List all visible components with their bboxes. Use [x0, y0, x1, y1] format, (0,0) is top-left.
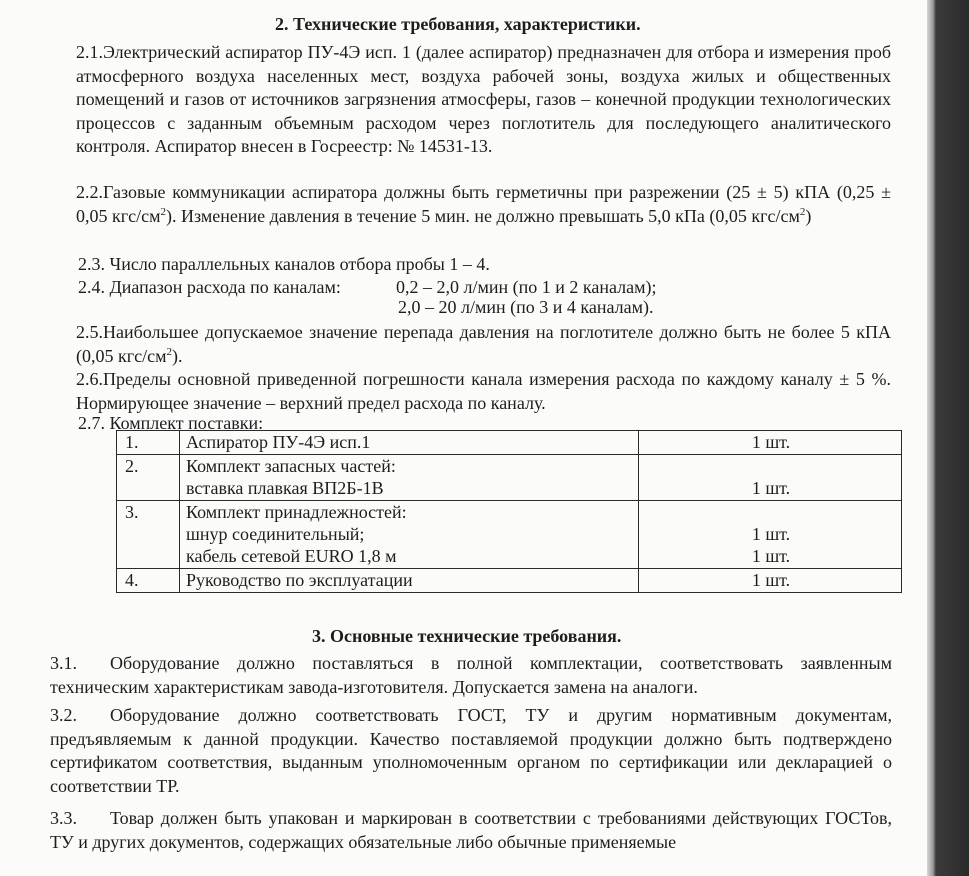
paragraph-3-3 — [50, 807, 892, 854]
superscript-2: 2 — [160, 205, 166, 218]
section-2-heading: 2. Технические требования, характеристики. — [275, 14, 641, 34]
kit-item-line: Комплект запасных частей: — [186, 456, 396, 476]
kit-row-number: 2. — [117, 455, 180, 501]
kit-item-line: Руководство по эксплуатации — [186, 570, 413, 590]
paragraph-2-1-number: 2.1. — [76, 42, 103, 62]
paragraph-2-2-text-b: ). Изменение давления в течение 5 мин. не должно превышать 5,0 кПа (0,05 кгс/см — [166, 205, 800, 226]
paragraph-3-1-text: Оборудование должно поставляться в полной комплектации, соответствовать заявленным техническим характеристикам завода-изготовителя. Допускается замена на аналоги. — [50, 653, 892, 697]
paragraph-2-2-text-a: Газовые коммуникации аспиратора должны быть герметичны при разрежении (25 ± 5) кПА (0,25 ± 0,05 кгс/см — [76, 182, 891, 226]
kit-item-line: Комплект принадлежностей: — [186, 502, 407, 522]
paragraph-2-5 — [76, 321, 891, 368]
paragraph-3-1 — [50, 652, 892, 699]
paragraph-2-3: 2.3. Число параллельных каналов отбора пробы 1 – 4. — [78, 254, 490, 274]
flow-range-channels-1-2: 0,2 – 2,0 л/мин (по 1 и 2 каналам); — [396, 277, 657, 297]
kit-quantity-stack — [645, 523, 897, 567]
kit-row-number: 1. — [117, 431, 180, 455]
paragraph-2-7: 2.7. Комплект поставки: — [78, 413, 264, 433]
kit-table-row — [117, 431, 902, 455]
superscript-2: 2 — [166, 345, 172, 358]
kit-quantity-value: 1 шт. — [751, 478, 791, 498]
kit-item-quantity — [639, 455, 902, 501]
paragraph-2-5-text-a: Наибольшее допускаемое значение перепада давления на поглотителе должно быть не более 5 кПА (0,05 кгс/см — [76, 322, 891, 366]
paragraph-2-1-text: Электрический аспиратор ПУ-4Э исп. 1 (далее аспиратор) предназначен для отбора и измерения проб атмосферного воздуха населенных мест, воздуха рабочей зоны, воздуха жилых и общественных помещений и газов от источников загрязнения атмосферы, газов – конечной продукции технологических процессов с заданным объемным расходом через поглотитель для последующего аналитического контроля. Аспиратор внесен в Госреестр: № 14531-13. — [76, 42, 891, 156]
kit-table-body — [117, 431, 902, 593]
kit-quantity-value: 1 шт. — [751, 432, 791, 452]
kit-item-name — [180, 501, 639, 569]
kit-table-row — [117, 569, 902, 593]
paragraph-2-2 — [76, 181, 891, 228]
kit-row-number: 3. — [117, 501, 180, 569]
kit-item-quantity — [639, 431, 902, 455]
paragraph-3-3-text: Товар должен быть упакован и маркирован в соответствии с требованиями действующих ГОСТов, ТУ и других документов, содержащих обязательные либо обычные применяемые — [50, 808, 892, 852]
kit-quantity-value: 1 шт. — [751, 546, 791, 566]
section-3-heading: 3. Основные технические требования. — [312, 626, 622, 646]
kit-item-quantity — [639, 501, 902, 569]
kit-item-line: вставка плавкая ВП2Б-1В — [186, 478, 384, 498]
paragraph-2-5-number: 2.5. — [76, 322, 103, 342]
kit-item-name — [180, 431, 639, 455]
paragraph-2-6 — [76, 368, 891, 415]
paragraph-3-2 — [50, 704, 892, 798]
kit-item-line: Аспиратор ПУ-4Э исп.1 — [186, 432, 371, 452]
scan-edge-shadow — [927, 0, 969, 876]
kit-item-line: кабель сетевой EURO 1,8 м — [186, 546, 397, 566]
kit-item-quantity — [639, 569, 902, 593]
paragraph-2-5-text-b: ). — [172, 345, 183, 366]
superscript-2: 2 — [799, 205, 806, 218]
kit-table — [116, 430, 902, 593]
paragraph-2-6-number: 2.6. — [76, 369, 103, 389]
kit-row-number: 4. — [117, 569, 180, 593]
kit-quantity-stack — [645, 431, 897, 453]
paragraph-3-3-number: 3.3. — [50, 808, 77, 828]
paragraph-2-1 — [76, 41, 891, 159]
paragraph-3-1-number: 3.1. — [50, 653, 77, 673]
kit-item-line: шнур соединительный; — [186, 524, 365, 544]
kit-quantity-stack — [645, 477, 897, 499]
kit-quantity-value: 1 шт. — [751, 524, 791, 544]
paragraph-2-6-text: Пределы основной приведенной погрешности канала измерения расхода по каждому каналу ± 5 %. Нормирующее значение – верхний предел расхода по каналу. — [76, 369, 891, 413]
paragraph-2-2-text-c: ) — [805, 205, 812, 226]
paragraph-2-2-number: 2.2. — [76, 182, 103, 202]
paragraph-3-2-number: 3.2. — [50, 705, 77, 725]
paragraph-3-2-text: Оборудование должно соответствовать ГОСТ, ТУ и другим нормативным документам, предъявляемым к данной продукции. Качество поставляемой продукции должно быть подтверждено сертификатом соответствия, выданным уполномоченным органом по сертификации или декларацией о соответствии ТР. — [50, 705, 892, 796]
kit-table-row — [117, 501, 902, 569]
kit-item-name — [180, 569, 639, 593]
kit-quantity-value: 1 шт. — [751, 570, 791, 590]
kit-quantity-stack — [645, 569, 897, 591]
flow-range-channels-3-4: 2,0 – 20 л/мин (по 3 и 4 каналам). — [398, 297, 654, 317]
kit-item-name — [180, 455, 639, 501]
paragraph-2-4-label: 2.4. Диапазон расхода по каналам: — [78, 277, 341, 297]
kit-table-row — [117, 455, 902, 501]
